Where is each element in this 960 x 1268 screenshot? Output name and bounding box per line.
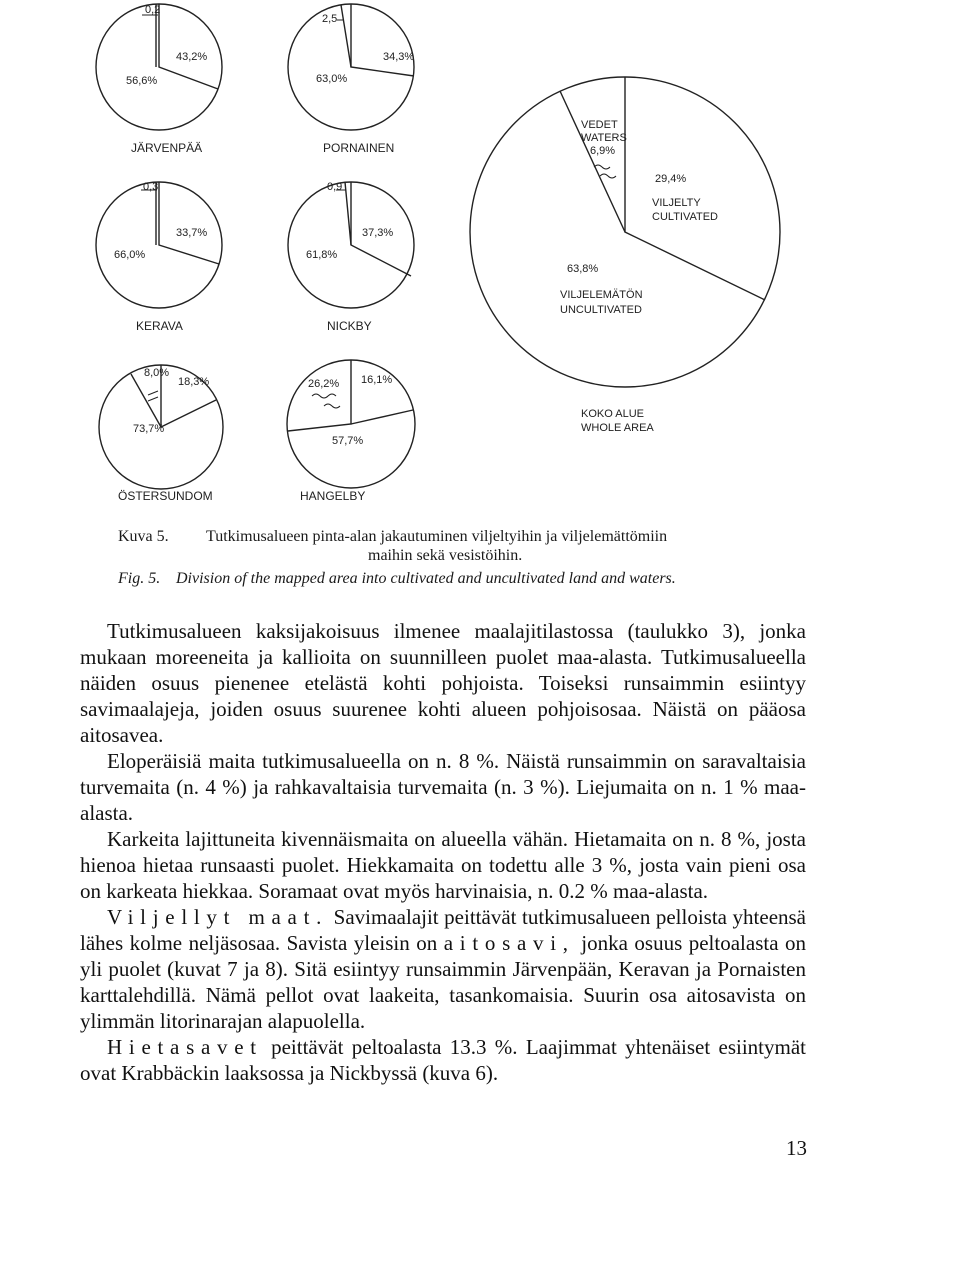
paragraph-5: [80, 1034, 806, 1086]
jarvenpaa-uncultivated-label: 56,6%: [126, 75, 158, 87]
caption-en-text: Division of the mapped area into cultivated and uncultivated land and waters.: [176, 570, 676, 587]
page-number: 13: [786, 1136, 807, 1160]
pie-ostersundom-water-slice: [131, 374, 161, 427]
hangelby-water-label: 26,2%: [308, 378, 340, 390]
pornainen-water-label: 2,5: [322, 13, 338, 25]
hangelby-water-wave: [312, 394, 340, 408]
pie-whole-dividers: [625, 77, 765, 300]
hangelby-cultivated-label: 16,1%: [361, 374, 393, 386]
kerava-water-label: 0,3: [143, 181, 159, 193]
paragraph-4-lead: Viljellyt maat.: [107, 905, 329, 929]
pie-pornainen-water-slice: [341, 5, 351, 67]
paragraph-5-lead: Hietasavet: [107, 1035, 263, 1059]
whole-uncultivated-fi: VILJELEMÄTÖN: [560, 289, 643, 301]
pie-nickby-water-slice: [345, 182, 351, 245]
whole-uncultivated-en: UNCULTIVATED: [560, 304, 642, 316]
kerava-name: KERAVA: [136, 319, 183, 333]
pie-ostersundom-dividers: [161, 365, 216, 427]
jarvenpaa-cultivated-label: 43,2%: [176, 51, 208, 63]
ostersundom-uncultivated-label: 73,7%: [133, 423, 165, 435]
pie-kerava-dividers: [159, 182, 219, 264]
hangelby-name: HANGELBY: [300, 489, 366, 503]
caption-fi-label: Kuva 5.: [118, 528, 169, 545]
jarvenpaa-name: JÄRVENPÄÄ: [131, 141, 203, 155]
body-text: [80, 618, 806, 1086]
pie-charts-figure: [0, 0, 960, 510]
caption-en-label: Fig. 5.: [118, 570, 161, 587]
whole-uncultivated-value: 63,8%: [567, 263, 599, 275]
jarvenpaa-water-label: 0,2: [145, 4, 161, 16]
paragraph-4-text-b: jonka osuus peltoalasta on yli puolet (kuvat 7 ja 8). Sitä esiintyy runsaimmin Järvenpään, Keravan ja Pornaisten karttalehdillä. Nämä pellot ovat laakeita, tasankomaisia. Suurin osa aitosavista on ylimmän litorinarajan alapuolella.: [80, 931, 807, 1033]
paragraph-3: Karkeita lajittuneita kivennäismaita on alueella vähän. Hietamaita on n. 8 %, josta hienoa hietaa runsaasti puolet. Hiekkamaita on todettu alle 3 %, josta vain pieni osa on karkeata hiekkaa. Soramaat ovat myös harvinaisia, n. 0.2 % maa-alasta.: [80, 827, 806, 903]
whole-cultivated-value: 29,4%: [655, 173, 687, 185]
caption-fi-text-1: Tutkimusalueen pinta-alan jakautuminen viljeltyihin ja viljelemättömiin: [206, 528, 668, 545]
paragraph-2: Eloperäisiä maita tutkimusalueella on n. 8 %. Näistä runsaimmin on saravaltaisia turvemaita (n. 4 %) ja rahkavaltaisia turvemaita (n. 3 %). Liejumaita on n. 1 % maa-alasta.: [80, 749, 806, 825]
ostersundom-water-label: 8,0%: [144, 367, 170, 379]
pie-whole-water-slice: [560, 91, 625, 232]
kerava-cultivated-label: 33,7%: [176, 227, 208, 239]
nickby-name: NICKBY: [327, 319, 372, 333]
pie-hangelby-cultivated-divider: [351, 410, 413, 424]
pie-pornainen-dividers: [351, 4, 414, 76]
pornainen-name: PORNAINEN: [323, 141, 395, 155]
whole-area-name-en: WHOLE AREA: [581, 422, 654, 434]
nickby-water-label: 0,9: [327, 181, 343, 193]
whole-water-value: 6,9%: [590, 145, 616, 157]
whole-water-label-en: WATERS: [581, 132, 627, 144]
pornainen-uncultivated-label: 63,0%: [316, 73, 348, 85]
figure-caption-fi: [118, 527, 818, 565]
caption-fi-text-2: maihin sekä vesistöihin.: [368, 547, 523, 564]
pornainen-cultivated-label: 34,3%: [383, 51, 415, 63]
kerava-uncultivated-label: 66,0%: [114, 249, 146, 261]
pie-jarvenpaa-dividers: [159, 4, 218, 89]
whole-cultivated-en: CULTIVATED: [652, 211, 719, 223]
figure-caption-en: [118, 569, 818, 588]
paragraph-4-text-a: Savimaalajit peittävät tutkimusalueen pelloista yhteensä lähes kolme neljäsosaa. Savista yleisin on: [80, 905, 807, 955]
whole-cultivated-fi: VILJELTY: [652, 197, 701, 209]
paragraph-1: Tutkimusalueen kaksijakoisuus ilmenee maalajitilastossa (taulukko 3), jonka mukaan moreeneita ja kallioita on suunnilleen puolet maa-alasta. Tutkimusalueella näiden osuus pienenee etelästä kohti pohjoista. Toiseksi runsaimmin esiintyy savimaalajeja, joiden osuus suurenee kohti alueen pohjoisosaa. Näistä on pääosa aitosavea.: [80, 619, 806, 747]
paragraph-4: [80, 904, 806, 1034]
paragraph-5-text: peittävät peltoalasta 13.3 %. Laajimmat yhtenäiset esiintymät ovat Krabbäckin laaksossa ja Nickbyssä (kuva 6).: [80, 1035, 806, 1085]
ostersundom-water-wave: [148, 391, 158, 401]
paragraph-4-term: aitosavi,: [443, 931, 575, 955]
ostersundom-name: ÖSTERSUNDOM: [118, 489, 213, 503]
nickby-cultivated-label: 37,3%: [362, 227, 394, 239]
nickby-uncultivated-label: 61,8%: [306, 249, 338, 261]
whole-water-label-fi: VEDET: [581, 119, 618, 131]
hangelby-uncultivated-label: 57,7%: [332, 435, 364, 447]
ostersundom-cultivated-label: 18,3%: [178, 376, 210, 388]
whole-area-name-fi: KOKO ALUE: [581, 408, 644, 420]
